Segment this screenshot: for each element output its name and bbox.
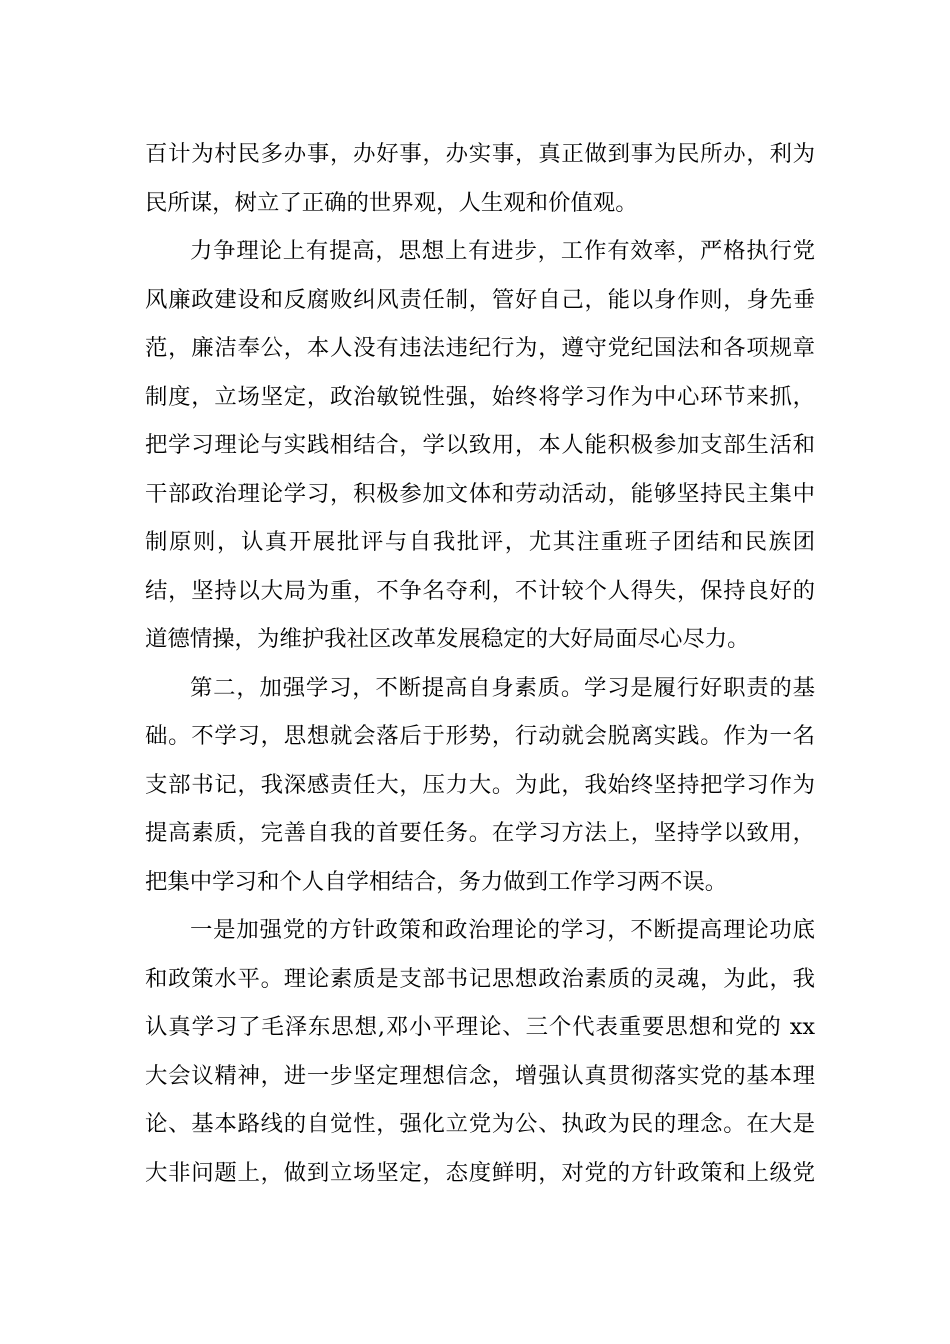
text-line: 提高素质，完善自我的首要任务。在学习方法上，坚持学以致用，: [145, 820, 815, 846]
text-line: 础。不学习，思想就会落后于形势，行动就会脱离实践。作为一名: [145, 723, 815, 749]
text-line: 和政策水平。理论素质是支部书记思想政治素质的灵魂，为此，我: [145, 965, 815, 992]
text-line: 百计为村民多办事，办好事，办实事，真正做到事为民所办，利为: [145, 141, 815, 167]
text-line: 风廉政建设和反腐败纠风责任制，管好自己，能以身作则，身先垂: [145, 286, 815, 313]
document-body: [145, 130, 815, 1197]
text-line: 范，廉洁奉公，本人没有违法违纪行为，遵守党纪国法和各项规章: [145, 335, 815, 361]
text-line: 结，坚持以大局为重，不争名夺利，不计较个人得失，保持良好的: [145, 577, 815, 604]
text-line: 干部政治理论学习，积极参加文体和劳动活动，能够坚持民主集中: [145, 480, 815, 507]
text-line: 一是加强党的方针政策和政治理论的学习，不断提高理论功底: [190, 917, 815, 943]
text-line: 把学习理论与实践相结合，学以致用，本人能积极参加支部生活和: [145, 432, 815, 458]
text-line: 大会议精神，进一步坚定理想信念，增强认真贯彻落实党的基本理: [145, 1062, 815, 1089]
text-line: 制原则，认真开展批评与自我批评，尤其注重班子团结和民族团: [145, 529, 815, 555]
text-line: 力争理论上有提高，思想上有进步，工作有效率，严格执行党: [190, 238, 815, 264]
text-line: 论、基本路线的自觉性，强化立党为公、执政为民的理念。在大是: [145, 1111, 815, 1137]
text-line: 大非问题上，做到立场坚定，态度鲜明，对党的方针政策和上级党: [145, 1159, 815, 1186]
text-line: 民所谋，树立了正确的世界观，人生观和价值观。: [145, 189, 638, 216]
text-line: 支部书记，我深感责任大，压力大。为此，我始终坚持把学习作为: [145, 771, 815, 798]
text-line: 认真学习了毛泽东思想,邓小平理论、三个代表重要思想和党的 xx: [145, 1014, 815, 1040]
text-line: 制度，立场坚定，政治敏锐性强，始终将学习作为中心环节来抓，: [145, 383, 815, 410]
text-line: 把集中学习和个人自学相结合，务力做到工作学习两不误。: [145, 868, 728, 895]
text-line: 道德情操，为维护我社区改革发展稳定的大好局面尽心尽力。: [145, 626, 750, 652]
text-line: 第二，加强学习，不断提高自身素质。学习是履行好职责的基: [190, 674, 815, 701]
